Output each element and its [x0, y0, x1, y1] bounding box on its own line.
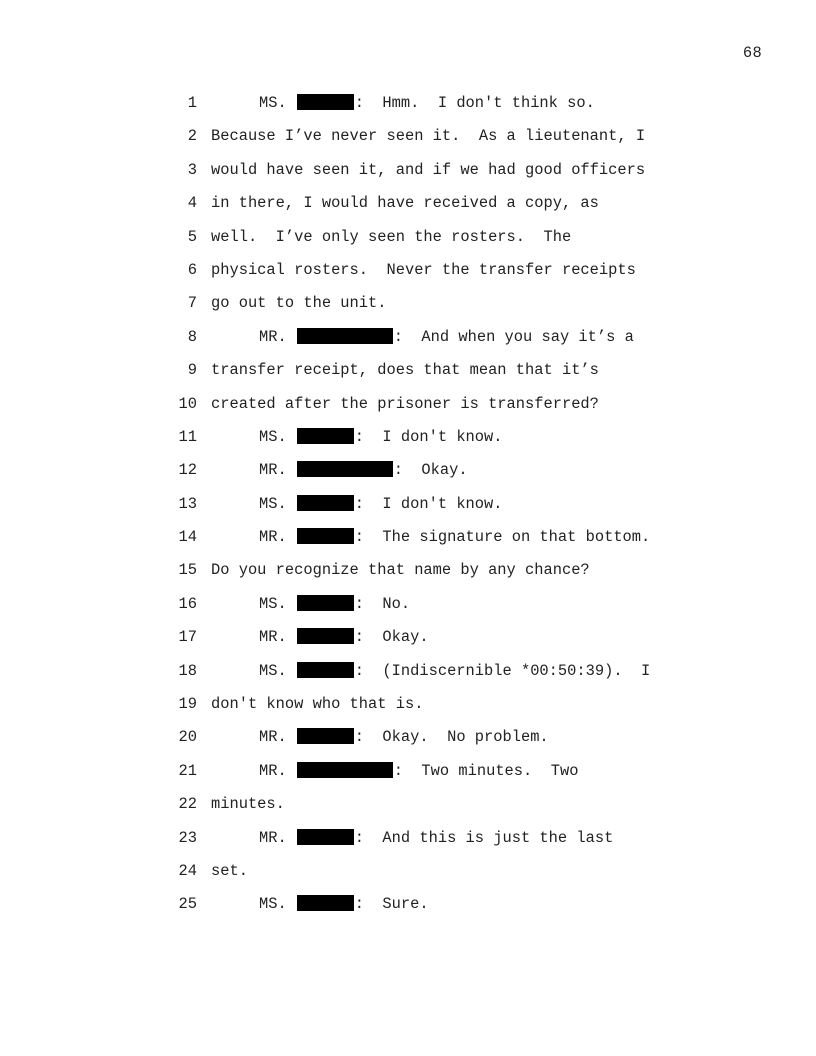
line-text	[211, 159, 645, 181]
spoken-text: would have seen it, and if we had good officers	[211, 160, 646, 179]
spoken-text: well. I’ve only seen the rosters. The	[211, 227, 572, 246]
line-number: 13	[178, 494, 197, 513]
line-number: 23	[178, 828, 197, 847]
transcript-line	[0, 660, 816, 693]
speaker-label: MR.	[259, 728, 287, 747]
transcript-line	[0, 860, 816, 893]
line-text	[259, 459, 468, 481]
spoken-text: set.	[211, 861, 248, 880]
line-number: 8	[187, 327, 197, 346]
line-text	[259, 593, 410, 615]
line-number: 19	[178, 695, 197, 714]
transcript-line	[0, 326, 816, 359]
transcript-line	[0, 693, 816, 726]
spoken-text: created after the prisoner is transferred?	[211, 394, 599, 413]
spoken-text: : Okay. No problem.	[354, 728, 549, 747]
line-number: 7	[187, 294, 197, 313]
line-text	[211, 793, 285, 815]
speaker-label: MR.	[259, 761, 287, 780]
spoken-text: don't know who that is.	[211, 695, 424, 714]
line-text	[259, 426, 503, 448]
spoken-text: go out to the unit.	[211, 294, 387, 313]
redaction-bar	[297, 428, 354, 444]
line-number: 3	[187, 160, 197, 179]
spoken-text: Because I’ve never seen it. As a lieutenant, I	[211, 127, 646, 146]
line-text	[259, 893, 429, 915]
transcript-line	[0, 192, 816, 225]
line-text	[259, 92, 595, 114]
speaker-label: MS.	[259, 94, 287, 112]
line-text	[211, 693, 423, 715]
transcript-line	[0, 259, 816, 292]
line-text	[211, 192, 599, 214]
transcript-line	[0, 559, 816, 592]
line-number: 18	[178, 661, 197, 680]
speaker-label: MS.	[259, 661, 287, 680]
redaction-bar	[297, 662, 354, 678]
spoken-text: : I don't know.	[354, 427, 503, 446]
redaction-bar	[297, 461, 393, 477]
spoken-text: : I don't know.	[354, 494, 503, 513]
transcript-line	[0, 393, 816, 426]
redaction-bar	[297, 762, 393, 778]
line-number: 9	[187, 361, 197, 380]
transcript-line	[0, 493, 816, 526]
redaction-bar	[297, 595, 354, 611]
spoken-text: : Hmm. I don't think so.	[354, 94, 595, 112]
line-text	[259, 493, 503, 515]
line-number: 12	[178, 461, 197, 480]
line-text	[211, 860, 248, 882]
line-text	[211, 359, 599, 381]
redaction-bar	[297, 94, 354, 110]
line-text	[211, 559, 590, 581]
line-number: 20	[178, 728, 197, 747]
speaker-label: MS.	[259, 594, 287, 613]
line-number: 15	[178, 561, 197, 580]
transcript-body	[0, 92, 816, 927]
transcript-line	[0, 92, 816, 125]
line-text	[259, 326, 634, 348]
line-number: 5	[187, 227, 197, 246]
spoken-text: : No.	[354, 594, 411, 613]
transcript-line	[0, 292, 816, 325]
speaker-label: MR.	[259, 828, 287, 847]
spoken-text: Do you recognize that name by any chance?	[211, 561, 590, 580]
transcript-line	[0, 726, 816, 759]
line-text	[211, 259, 636, 281]
transcript-line	[0, 526, 816, 559]
transcript-line	[0, 459, 816, 492]
redaction-bar	[297, 628, 354, 644]
transcript-line	[0, 359, 816, 392]
line-text	[259, 827, 613, 849]
redaction-bar	[297, 829, 354, 845]
line-text	[259, 760, 578, 782]
spoken-text: physical rosters. Never the transfer receipts	[211, 260, 636, 279]
speaker-label: MS.	[259, 427, 287, 446]
speaker-label: MR.	[259, 461, 287, 480]
transcript-line	[0, 226, 816, 259]
line-number: 24	[178, 861, 197, 880]
speaker-label: MS.	[259, 494, 287, 513]
page-number: 68	[742, 44, 762, 62]
transcript-line	[0, 793, 816, 826]
line-text	[211, 125, 645, 147]
spoken-text: : And when you say it’s a	[393, 327, 634, 346]
transcript-line	[0, 827, 816, 860]
line-text	[259, 726, 549, 748]
line-number: 16	[178, 594, 197, 613]
line-number: 11	[178, 427, 197, 446]
line-number: 2	[187, 127, 197, 146]
transcript-line	[0, 125, 816, 158]
transcript-line	[0, 760, 816, 793]
line-number: 10	[178, 394, 197, 413]
line-text	[259, 526, 650, 548]
transcript-line	[0, 426, 816, 459]
line-number: 22	[178, 795, 197, 814]
line-number: 6	[187, 260, 197, 279]
line-text	[211, 226, 571, 248]
transcript-line	[0, 159, 816, 192]
redaction-bar	[297, 328, 393, 344]
speaker-label: MS.	[259, 895, 287, 914]
spoken-text: : Two minutes. Two	[393, 761, 579, 780]
transcript-line	[0, 626, 816, 659]
transcript-line	[0, 893, 816, 926]
line-number: 25	[178, 895, 197, 914]
spoken-text: : (Indiscernible *00:50:39). I	[354, 661, 651, 680]
redaction-bar	[297, 528, 354, 544]
line-number: 4	[187, 194, 197, 213]
line-number: 21	[178, 761, 197, 780]
spoken-text: minutes.	[211, 795, 285, 814]
spoken-text: : The signature on that bottom.	[354, 528, 651, 547]
speaker-label: MR.	[259, 628, 287, 647]
redaction-bar	[297, 728, 354, 744]
spoken-text: : Sure.	[354, 895, 429, 914]
spoken-text: : And this is just the last	[354, 828, 614, 847]
speaker-label: MR.	[259, 528, 287, 547]
speaker-label: MR.	[259, 327, 287, 346]
line-text	[259, 660, 650, 682]
line-text	[211, 292, 386, 314]
spoken-text: in there, I would have received a copy, as	[211, 194, 599, 213]
line-number: 14	[178, 528, 197, 547]
line-number: 17	[178, 628, 197, 647]
redaction-bar	[297, 895, 354, 911]
spoken-text: transfer receipt, does that mean that it’s	[211, 361, 599, 380]
line-text	[259, 626, 429, 648]
spoken-text: : Okay.	[393, 461, 468, 480]
line-text	[211, 393, 599, 415]
line-number: 1	[187, 94, 197, 112]
redaction-bar	[297, 495, 354, 511]
spoken-text: : Okay.	[354, 628, 429, 647]
transcript-line	[0, 593, 816, 626]
